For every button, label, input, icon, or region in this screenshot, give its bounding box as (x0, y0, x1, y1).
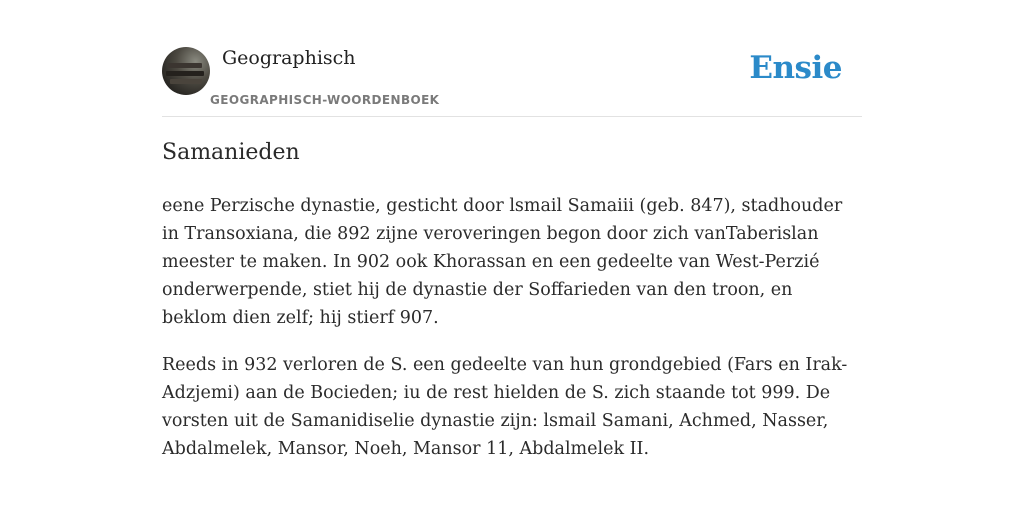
article-paragraph: eene Perzische dynastie, gesticht door lsmail Samaiii (geb. 847), stadhouder in Transoxiana, die 892 zijne veroveringen begon door zich vanTaberislan meester te maken. In 902 ook Khorassan en een gedeelte van West-Perzié onderwerpende, stiet hij de dynastie der Soffarieden van den troon, en beklom dien zelf; hij stierf 907. (162, 196, 843, 328)
article-title: Samanieden (162, 140, 300, 165)
source-title[interactable]: Geographisch (222, 47, 356, 69)
book-spine-decoration (168, 63, 202, 68)
book-spine-decoration (166, 71, 204, 76)
book-spine-decoration (170, 79, 202, 84)
article-body (162, 192, 862, 482)
article-paragraph: Reeds in 932 verloren de S. een gedeelte van hun grondgebied (Fars en Irak-Adzjemi) aan de Bocieden; iu de rest hielden de S. zich staande tot 999. De vorsten uit de Samanidiselie dynastie zijn: lsmail Samani, Achmed, Nasser, Abdalmelek, Mansor, Noeh, Mansor 11, Abdalmelek II. (162, 355, 848, 459)
header (162, 46, 862, 117)
avatar[interactable] (162, 47, 210, 95)
source-subtitle[interactable]: GEOGRAPHISCH-WOORDENBOEK (210, 93, 440, 107)
ensie-logo[interactable]: Ensie (749, 50, 842, 86)
